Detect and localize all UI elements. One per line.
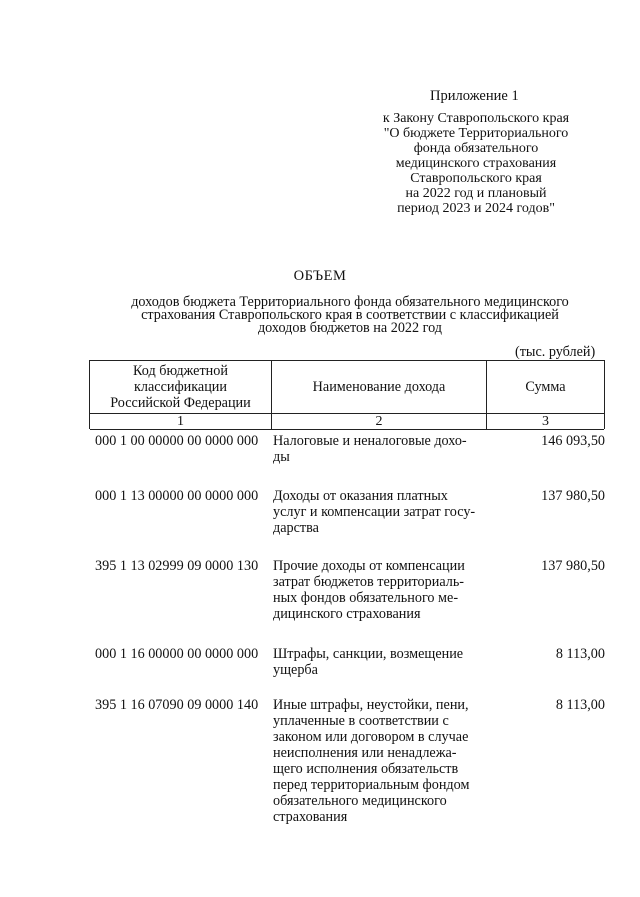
- row-name-line: Иные штрафы, неустойки, пени,: [273, 697, 469, 713]
- row-name-line: обязательного медицинского: [273, 793, 447, 809]
- appendix-reference: [360, 111, 592, 216]
- document-subtitle: [100, 296, 600, 335]
- row-name-line: Доходы от оказания платных: [273, 488, 448, 504]
- header-code-line: Код бюджетной: [133, 363, 228, 379]
- row-name-line: ущерба: [273, 662, 318, 678]
- row-name-line: щего исполнения обязательств: [273, 761, 459, 777]
- row-name-line: ды: [273, 449, 290, 465]
- row-name: [273, 558, 488, 622]
- appendix-title: Приложение 1: [430, 88, 519, 104]
- row-amount: 146 093,50: [541, 433, 605, 449]
- appendix-line: на 2022 год и плановый: [405, 186, 547, 201]
- row-name-line: неисполнения или ненадлежа-: [273, 745, 457, 761]
- row-amount: 8 113,00: [555, 697, 605, 713]
- column-number: 1: [90, 414, 272, 430]
- row-name: [273, 488, 488, 536]
- row-name: [273, 697, 488, 825]
- appendix-line: фонда обязательного: [413, 141, 539, 156]
- row-name-line: затрат бюджетов территориаль-: [273, 574, 465, 590]
- column-number: 3: [487, 414, 604, 430]
- row-name-line: перед территориальным фондом: [273, 777, 470, 793]
- subtitle-line: доходов бюджетов на 2022 год: [257, 320, 443, 336]
- row-name-line: страхования: [273, 809, 348, 825]
- row-name-line: дицинского страхования: [273, 606, 421, 622]
- row-name-line: Прочие доходы от компенсации: [273, 558, 465, 574]
- row-name-line: ных фондов обязательного ме-: [273, 590, 459, 606]
- row-code: 000 1 16 00000 00 0000 000: [95, 646, 259, 662]
- header-name: Наименование дохода: [272, 361, 487, 414]
- header-code-line: классификации: [134, 379, 227, 395]
- row-name-line: дарства: [273, 520, 319, 536]
- row-code: 395 1 13 02999 09 0000 130: [95, 558, 259, 574]
- row-name-line: законом или договором в случае: [273, 729, 469, 745]
- header-code-line: Российской Федерации: [110, 395, 251, 411]
- row-name-line: услуг и компенсации затрат госу-: [273, 504, 476, 520]
- subtitle-line: доходов бюджета Территориального фонда обязательного медицинского: [131, 294, 569, 310]
- appendix-line: "О бюджете Территориального: [383, 126, 569, 141]
- row-code: 395 1 16 07090 09 0000 140: [95, 697, 259, 713]
- row-name-line: уплаченные в соответствии с: [273, 713, 449, 729]
- row-name: [273, 646, 488, 678]
- row-amount: 8 113,00: [555, 646, 605, 662]
- appendix-line: медицинского страхования: [395, 156, 557, 171]
- appendix-line: Ставропольского края: [410, 171, 542, 186]
- table-header: [89, 360, 605, 429]
- units-label: (тыс. рублей): [515, 344, 596, 360]
- column-number: 2: [272, 414, 487, 430]
- header-sum: Сумма: [487, 361, 604, 414]
- row-name-line: Налоговые и неналоговые дохо-: [273, 433, 467, 449]
- row-name-line: Штрафы, санкции, возмещение: [273, 646, 464, 662]
- appendix-line: к Закону Ставропольского края: [382, 111, 570, 126]
- row-name: [273, 433, 488, 465]
- row-code: 000 1 13 00000 00 0000 000: [95, 488, 259, 504]
- header-code: [90, 361, 272, 414]
- row-amount: 137 980,50: [541, 558, 605, 574]
- subtitle-line: страхования Ставропольского края в соответствии с классификацией: [141, 307, 559, 323]
- row-amount: 137 980,50: [541, 488, 605, 504]
- document-title: ОБЪЕМ: [293, 268, 347, 284]
- row-code: 000 1 00 00000 00 0000 000: [95, 433, 259, 449]
- appendix-line: период 2023 и 2024 годов": [397, 201, 555, 216]
